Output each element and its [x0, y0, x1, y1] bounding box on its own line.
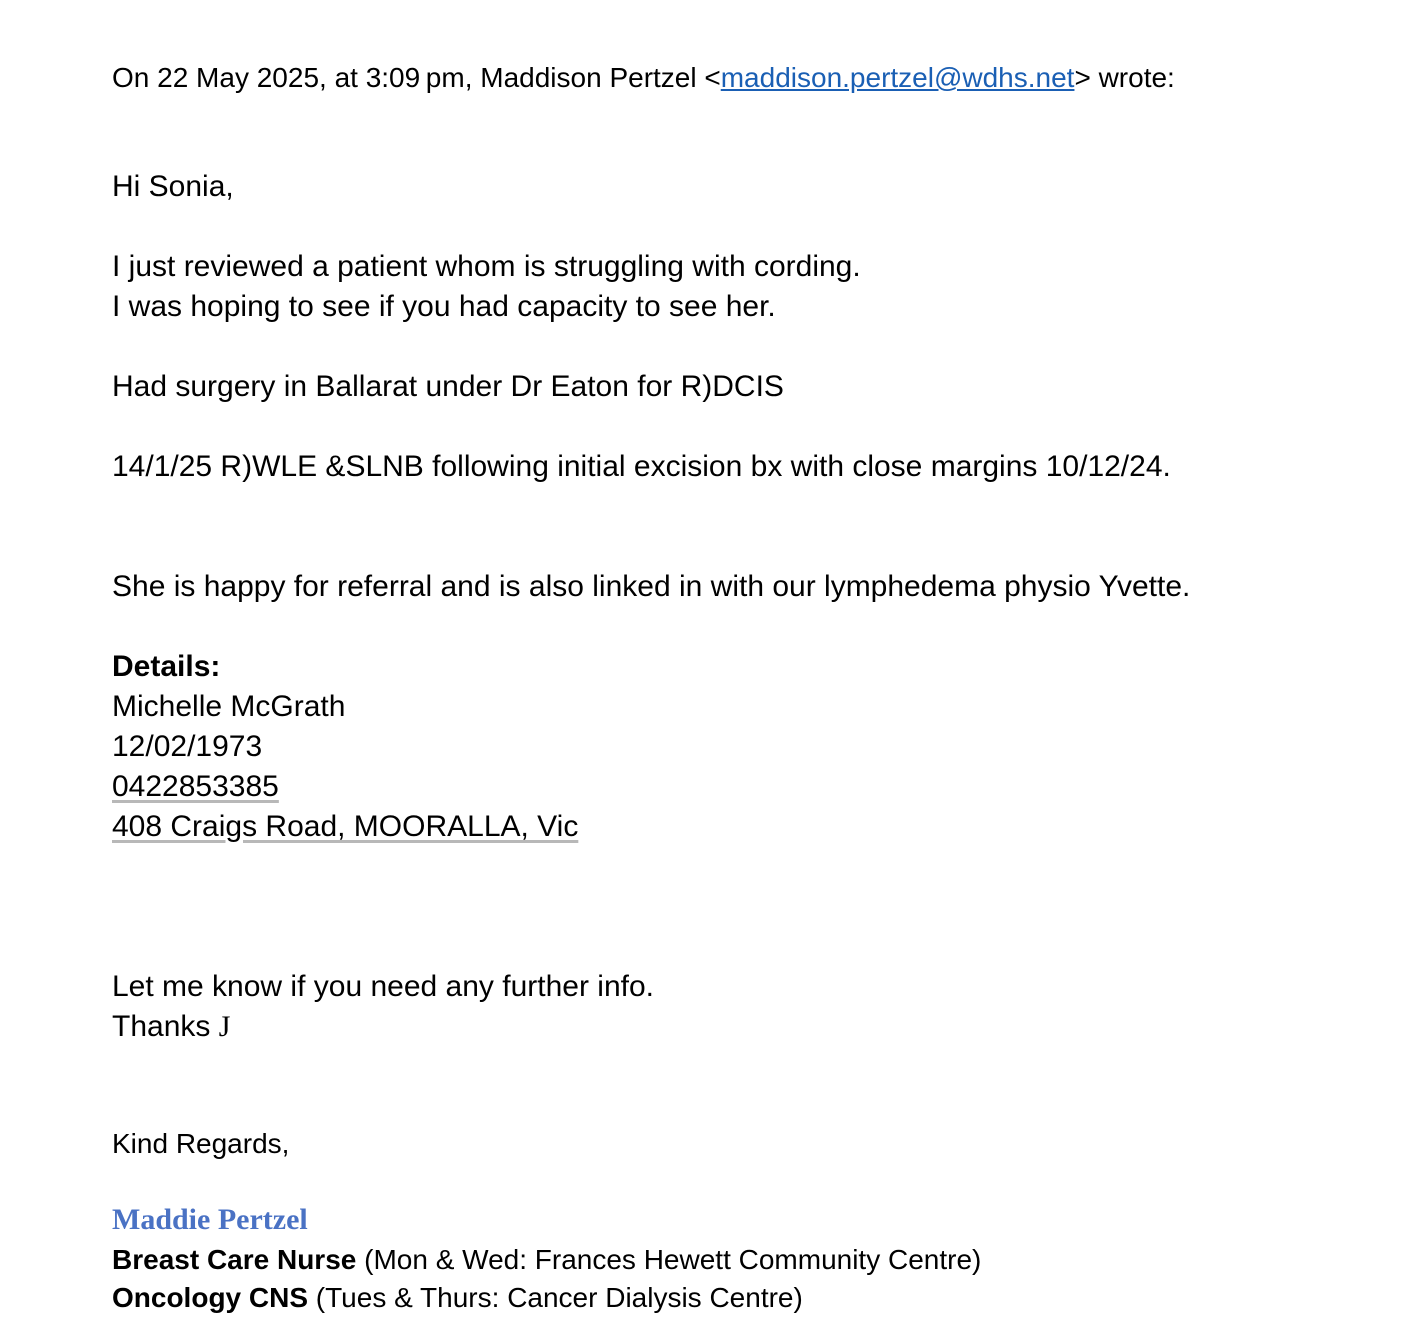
smiley-icon: J: [218, 1010, 231, 1043]
thanks-line: [112, 1009, 230, 1045]
signature-role-oncology: [112, 1281, 803, 1315]
sender-email-link[interactable]: maddison.pertzel@wdhs.net: [720, 62, 1075, 93]
header-prefix: On 22 May 2025, at 3:09 pm, Maddison Pertzel <: [112, 62, 721, 93]
kind-regards: Kind Regards,: [112, 1128, 290, 1159]
signature-name: Maddie Pertzel: [112, 1203, 308, 1236]
body-line-capacity: I was hoping to see if you had capacity to see her.: [112, 290, 776, 323]
header-suffix: > wrote:: [1074, 62, 1175, 93]
role1-detail: (Mon & Wed: Frances Hewett Community Centre): [356, 1244, 982, 1275]
greeting: Hi Sonia,: [112, 170, 234, 203]
body-line-referral: She is happy for referral and is also linked in with our lymphedema physio Yvette.: [112, 570, 1191, 603]
closing-line: Let me know if you need any further info.: [112, 970, 654, 1003]
body-line-surgery: Had surgery in Ballarat under Dr Eaton for R)DCIS: [112, 370, 784, 403]
patient-dob: 12/02/1973: [112, 730, 263, 763]
role2-detail: (Tues & Thurs: Cancer Dialysis Centre): [308, 1282, 803, 1313]
email-header: [112, 61, 1175, 95]
patient-phone-link[interactable]: 0422853385: [112, 770, 279, 803]
details-heading: Details:: [112, 650, 221, 683]
thanks-text: Thanks: [112, 1010, 219, 1043]
patient-name: Michelle McGrath: [112, 690, 346, 723]
signature-role-breast-care: [112, 1243, 981, 1277]
role2-title: Oncology CNS: [112, 1282, 309, 1313]
role1-title: Breast Care Nurse: [112, 1244, 357, 1275]
patient-address-link[interactable]: 408 Craigs Road, MOORALLA, Vic: [112, 810, 579, 843]
body-line-procedure: 14/1/25 R)WLE &SLNB following initial excision bx with close margins 10/12/24.: [112, 450, 1171, 483]
body-line-cording: I just reviewed a patient whom is struggling with cording.: [112, 250, 861, 283]
